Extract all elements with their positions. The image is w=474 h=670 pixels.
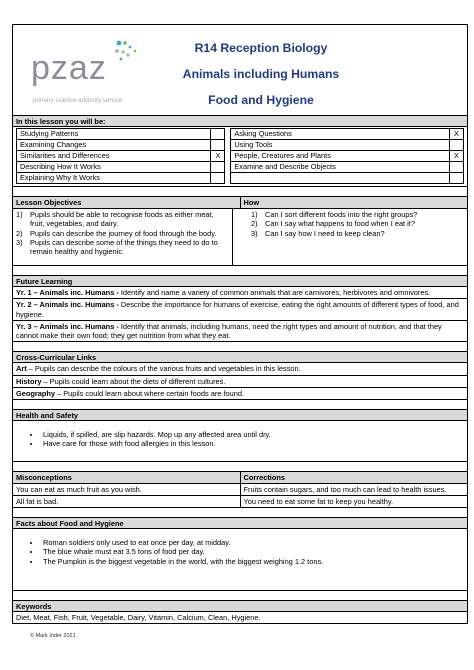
skill-mark: X — [450, 129, 464, 140]
logo-wordmark: pzaz — [31, 49, 107, 87]
table-row: All fat is bad. You need to eat some fat to keep you healthy. — [13, 496, 467, 507]
list-item: Geography – Pupils could learn about where certain foods are found. — [16, 388, 245, 398]
health-safety-heading: Health and Safety — [13, 410, 467, 421]
list-item: 1) Can I sort different foods into the right groups? — [251, 210, 418, 219]
objectives-heading: Lesson Objectives — [16, 198, 82, 207]
lesson-skills-heading: In this lesson you will be: — [13, 116, 467, 127]
copyright-footer: © Mark Inder 2021 — [30, 633, 76, 639]
logo-subtitle: primary science advisory service — [33, 97, 123, 104]
lesson-skills-section — [12, 116, 468, 187]
list-item: 2) Pupils can describe the journey of food through the body. — [16, 228, 217, 238]
skill-mark — [211, 162, 225, 173]
list-item: 1) Pupils should be able to recognise foods as either meat, fruit, vegetables, and dairy. — [16, 210, 214, 229]
list-item: • Liquids, if spilled, are slip hazards. Mop up any affected area until dry. — [41, 430, 467, 439]
table-row — [17, 140, 464, 151]
skill-mark — [450, 140, 464, 151]
future-learning-heading: Future Learning — [13, 276, 467, 287]
skill-label: Examine and Describe Objects — [231, 162, 450, 173]
cross-curricular-section — [12, 351, 468, 400]
list-item: • The blue whale must eat 3.5 tons of food per day. — [41, 547, 467, 556]
pzaz-logo — [31, 39, 171, 109]
list-item: 3) Pupils can describe some of the things they need to do to remain healthy and hygienic. — [16, 237, 218, 256]
skill-label: People, Creatures and Plants — [231, 151, 450, 162]
facts-heading: Facts about Food and Hygiene — [13, 518, 467, 529]
keywords-heading: Keywords — [13, 601, 467, 612]
skill-mark — [450, 173, 464, 184]
future-learning-section — [12, 275, 468, 342]
how-heading: How — [240, 197, 468, 208]
list-item: • Have care for those with food allergies in this lesson. — [41, 439, 467, 448]
objectives-list — [13, 209, 232, 265]
misconceptions-heading: Misconceptions — [16, 472, 72, 482]
facts-list — [13, 529, 467, 590]
skill-label: Studying Patterns — [17, 129, 211, 140]
health-safety-section — [12, 409, 468, 462]
title-topic: Animals including Humans — [182, 67, 340, 81]
skill-label: Similarities and Differences — [17, 151, 211, 162]
keywords-text: Diet, Meat, Fish, Fruit, Vegetable, Dairy, Vitamin, Calcium, Clean, Hygiene. — [16, 612, 261, 622]
logo-dots-icon — [113, 39, 143, 63]
table-row — [17, 129, 464, 140]
list-item: • The Pumpkin is the biggest vegetable in the world, with the biggest weighing 1.2 tons. — [41, 557, 467, 566]
table-row — [17, 151, 464, 162]
title-code: R14 Reception Biology — [194, 41, 328, 55]
skill-mark — [450, 162, 464, 173]
skill-label — [231, 173, 450, 184]
skill-label: Using Tools — [231, 140, 450, 151]
skill-label: Explaining Why It Works — [17, 173, 211, 184]
skill-label: Asking Questions — [231, 129, 450, 140]
list-item: 2) Can I say what happens to food when I eat it? — [251, 219, 415, 229]
misconceptions-section — [12, 471, 468, 509]
list-item: Yr. 3 – Animals inc. Humans - Identify that animals, including humans, need the right types and amount of nutrition, and that they cannot make their own food; they get nutrition from what they eat. — [16, 321, 442, 340]
header — [12, 24, 468, 116]
list-item: Yr. 2 – Animals inc. Humans - Describe the importance for humans of exercise, eating the right amounts of different types of food, and hygiene. — [13, 299, 467, 321]
title-block — [181, 35, 341, 113]
skill-mark: X — [450, 151, 464, 162]
keywords-section — [12, 600, 468, 624]
skill-mark — [211, 140, 225, 151]
cross-curricular-heading: Cross-Curricular Links — [13, 352, 467, 363]
corrections-heading: Corrections — [240, 472, 468, 483]
skill-mark — [211, 129, 225, 140]
objectives-section — [12, 196, 468, 266]
how-list — [232, 209, 467, 265]
list-item: • Roman soldiers only used to eat once per day, at midday. — [41, 538, 467, 547]
list-item: History – Pupils could learn about the diets of different cultures. — [13, 376, 467, 388]
health-safety-list — [13, 421, 467, 461]
skills-table — [16, 128, 464, 184]
skill-label: Examining Changes — [17, 140, 211, 151]
title-lesson: Food and Hygiene — [208, 93, 314, 107]
facts-section — [12, 517, 468, 591]
worksheet-page — [12, 24, 468, 624]
table-row — [17, 162, 464, 173]
table-row — [17, 173, 464, 184]
skill-label: Describing How It Works — [17, 162, 211, 173]
list-item: 3) Can I say how I need to keep clean? — [251, 228, 385, 238]
table-row: You can eat as much fruit as you wish. Fruits contain sugars, and too much can lead to health issues. — [13, 484, 467, 496]
list-item: Art – Pupils can describe the colours of the various fruits and vegetables in this lesson. — [13, 363, 467, 375]
list-item: Yr. 1 – Animals inc. Humans - Identify and name a variety of common animals that are carnivores, herbivores and omnivores. — [13, 287, 467, 299]
skill-mark — [211, 173, 225, 184]
skill-mark: X — [211, 151, 225, 162]
